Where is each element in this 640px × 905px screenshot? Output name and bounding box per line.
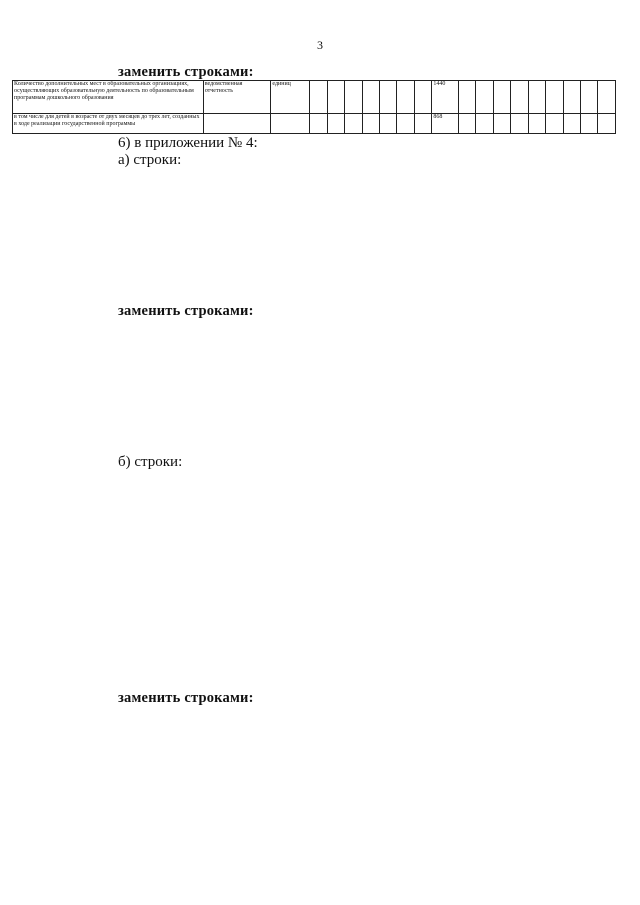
indicator-source: ведомственная отчетность bbox=[203, 81, 271, 114]
heading-b: б) строки: bbox=[118, 454, 183, 470]
indicator-name: Количество дополнительных мест в образовательных организациях, осуществляющих образовательную деятельность по образовательным программам дошкольного образования bbox=[13, 81, 204, 114]
indicator-table bbox=[12, 80, 616, 134]
replace-heading-3: заменить строками: bbox=[118, 690, 254, 706]
heading-a: а) строки: bbox=[118, 152, 182, 168]
replace-heading-1: заменить строками: bbox=[118, 64, 254, 80]
indicator-value: 1440 bbox=[432, 81, 459, 114]
replace-heading-2: заменить строками: bbox=[118, 303, 254, 319]
appendix-heading: 6) в приложении № 4: bbox=[118, 135, 258, 151]
page-number: 3 bbox=[317, 38, 323, 52]
indicator-sub-name: в том числе для детей в возрасте от двух месяцев до трех лет, созданных в ходе реализации государственной программы bbox=[13, 114, 204, 134]
indicator-sub-value: 868 bbox=[432, 114, 459, 134]
indicator-unit: единиц bbox=[271, 81, 310, 114]
